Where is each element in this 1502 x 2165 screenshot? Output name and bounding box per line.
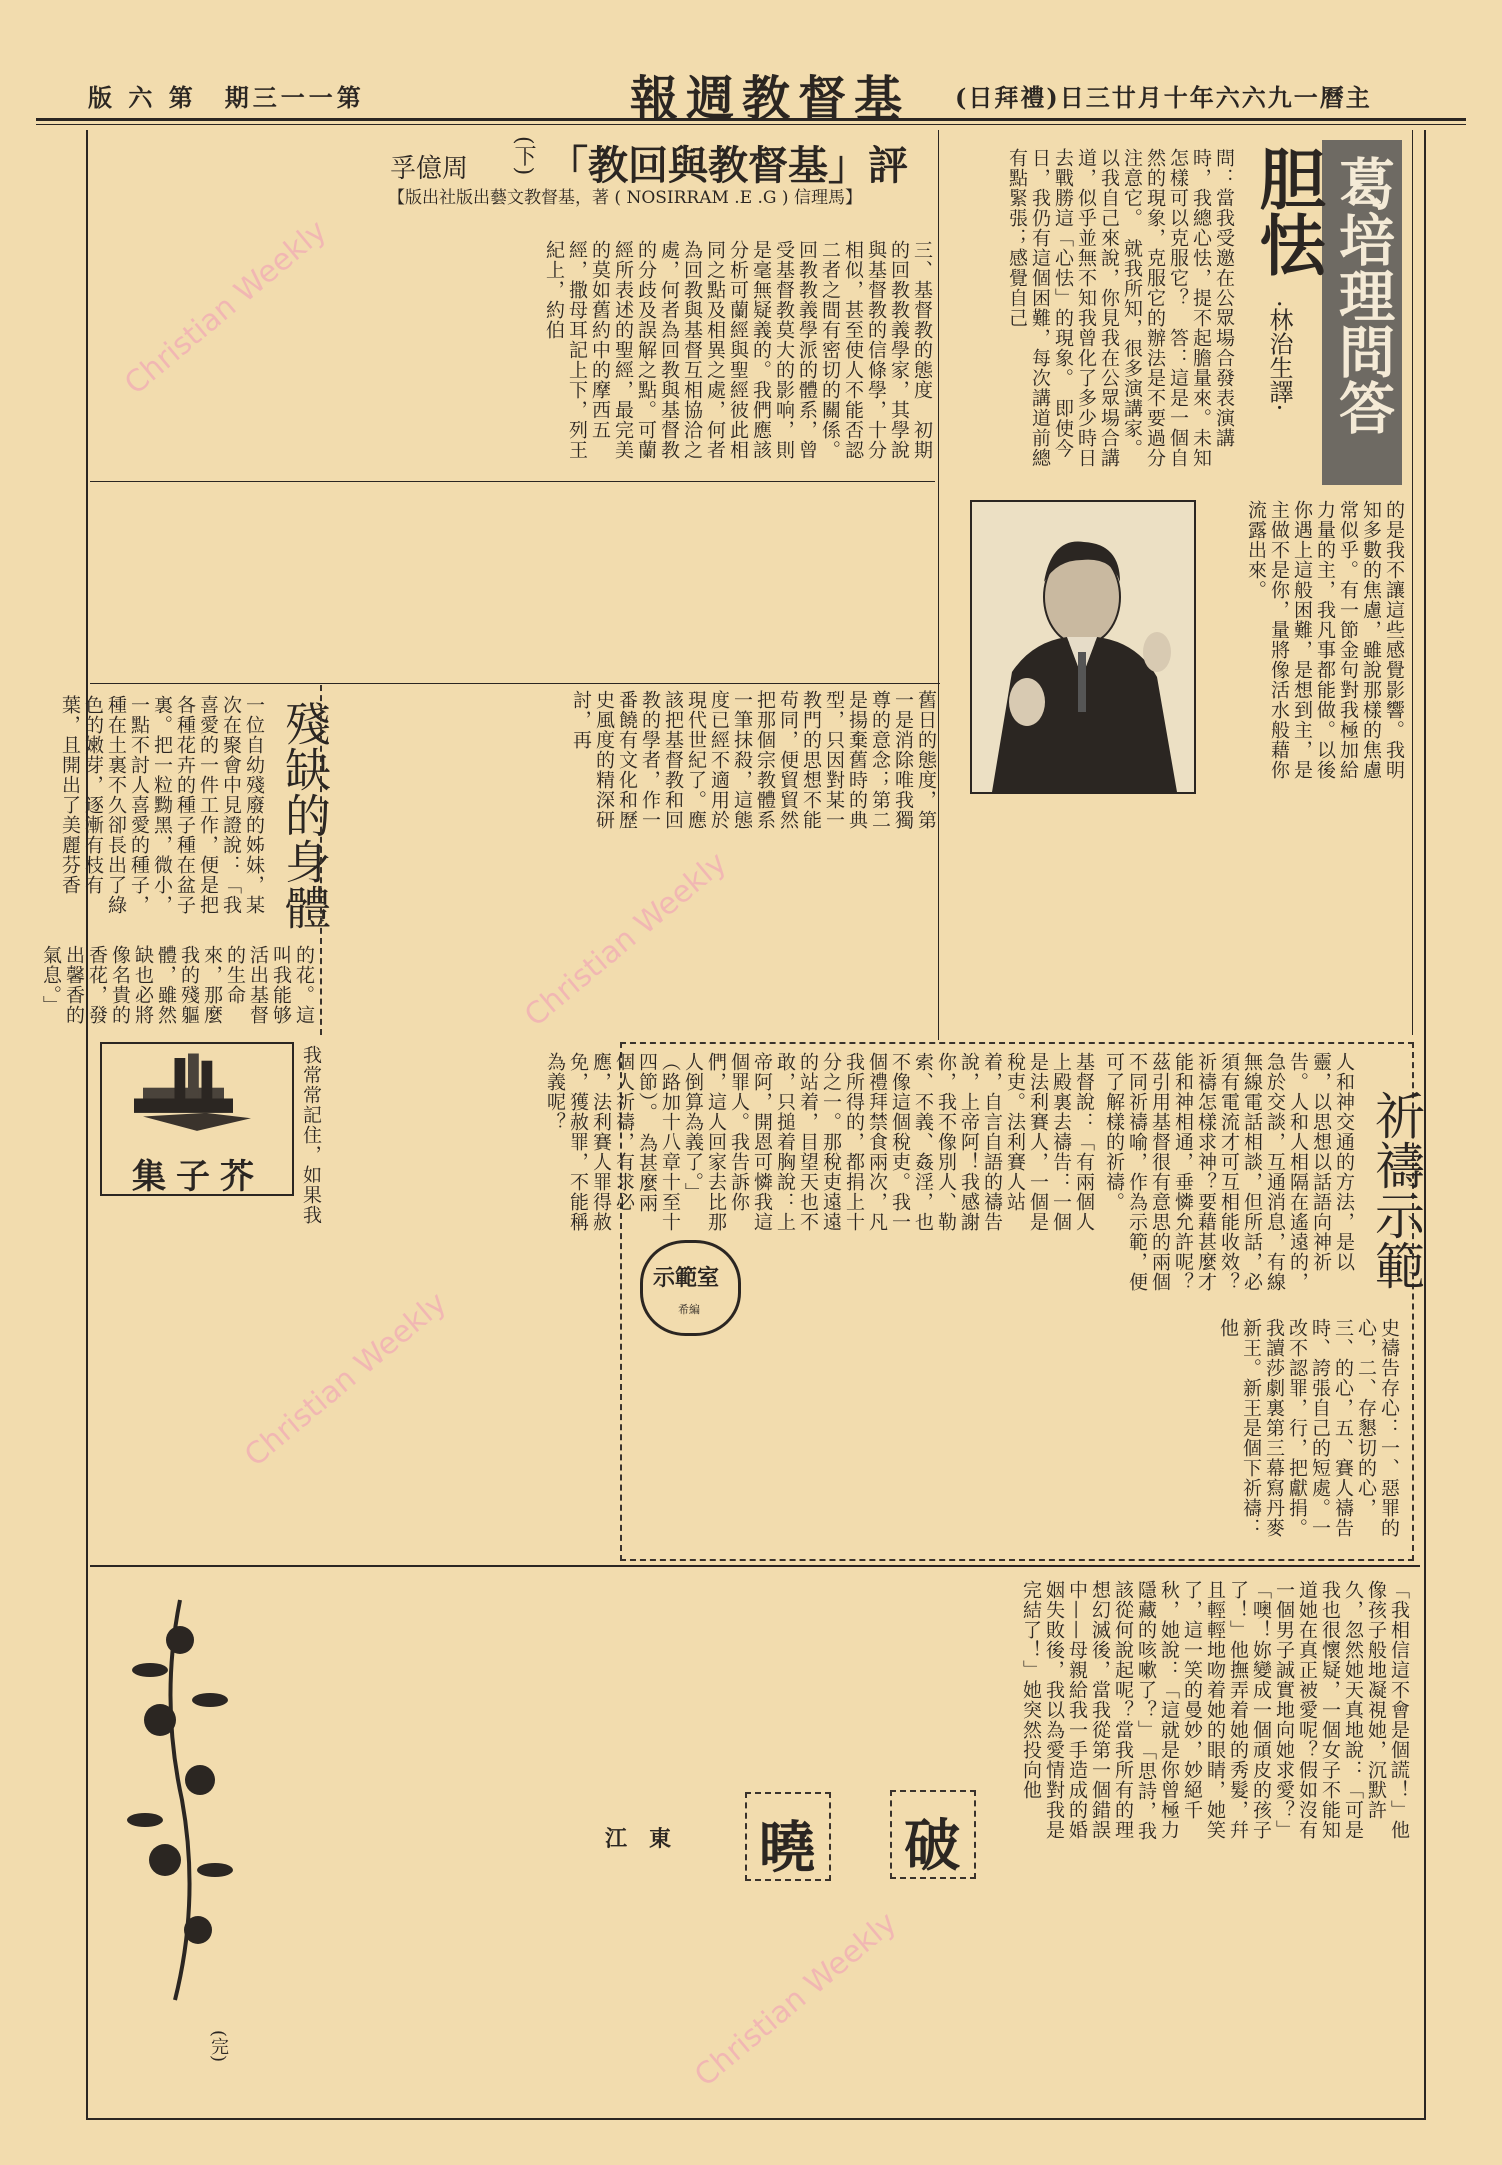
prayer-lower: 史禱告存心：一、惡罪的心，二、存懇切的心，三、的心，五、賽人禱告時、誇張自己的短處。一改不認罪，行，把獻捐。我讀莎劇裏第三幕寫丹麥新王。新王是個下祈禱：他	[1217, 1318, 1400, 1538]
divider	[938, 130, 939, 1040]
prayer-logo-text: 示範室	[653, 1265, 720, 1291]
qa-title: 胆怯	[1248, 145, 1326, 277]
portrait-image	[972, 502, 1194, 792]
edition-number: 版 六 第 期三一一第	[88, 83, 365, 112]
end-mark: (完)	[208, 2030, 229, 2063]
qa-translator: ·林治生譯·	[1265, 300, 1293, 412]
mustard-seed-body: 我常常記住，如果我	[300, 1045, 322, 1225]
crippled-title: 殘缺的身體	[278, 700, 332, 930]
prayer-logo	[640, 1240, 741, 1336]
watermark: Christian Weekly	[688, 1905, 904, 2094]
article-subtitle: 【版出社版出藝文教督基，著 ( NOSIRRAM .E .G ) 信理馬】	[388, 188, 862, 208]
article-body: 三、基督教的態度 初期的回教教義學家，其學說與基督教的信條學，十分相似，甚至使人不能否認二者之間有密切的關係。回教教義學派的體系，曾受基督教莫大的影响，則是毫無疑義的。我們應該分析可蘭經與聖經彼此相同之點及相異之處，何者為回教與基督互相協洽之處，何者為回教與基督教的分歧及誤解之點。可蘭經所表述的聖經，最完美的莫如舊約中的摩西五經，撒母耳記上下，列王紀上，約伯	[543, 240, 933, 460]
dawn-title-box-2	[745, 1792, 831, 1881]
watermark: Christian Weekly	[238, 1285, 454, 1474]
dawn-title-2: 曉	[759, 1815, 815, 1881]
divider	[90, 1565, 1420, 1567]
prayer-logo-sub: 希編	[678, 1303, 700, 1316]
books-icon	[107, 1049, 287, 1139]
crippled-body-continued: 的花。這叫我能够活出基督的生命來，那麼我的殘軀體，雖然缺也必將像名貴的香花，發出馨香的氣息。」	[40, 945, 315, 1025]
qa-section-title: 葛培理問答	[1330, 155, 1396, 435]
divider	[90, 481, 935, 482]
dawn-title-1: 破	[904, 1813, 960, 1879]
divider	[90, 683, 940, 684]
qa-body-continued: 的是我不讓這些感覺影響。我明知多數的焦慮，雖說那樣的焦慮常似乎。有一節金句對我極加給力量的主，我凡事都能做。以後你遇上這般困難，是想到主，是主做不是你，量將像活水般藉你流露出來。	[1245, 500, 1405, 780]
issue-date: (日拜禮)日三廿月十年六六九一曆主	[955, 83, 1372, 112]
portrait-photo	[970, 500, 1196, 794]
article-title: 「教回與教督基」評	[548, 142, 908, 189]
header-rule	[36, 118, 1466, 121]
dawn-body: 「我相信這不會是個謊！」他像孩子般地凝視她，沉默許久，忽然她天真地說：「可是我也很懷疑，一個女子不能知道她在真正被愛呢？假如沒有一個男子誠實地向她求愛？」 「噢！妳變成一個頑皮的孩子了！」他撫弄着她的秀髮，幷且輕輕地吻着她的眼睛，她笑了，這一笑的曼妙，妙絕千秋，她說：「這就是你曾極力隱藏的咳嗽了？」 「思詩，我該從何說起呢？當我所有的理想幻滅後，當我從第一個錯誤中——母親給我一手造成的婚姻失敗後，我以為愛情對我是完結了！」她突然投向他	[1020, 1580, 1410, 1851]
header-rule	[36, 124, 1466, 125]
watermark: Christian Weekly	[118, 213, 334, 402]
article-author: 孚億周	[390, 154, 469, 184]
floral-ornament-icon	[120, 1600, 240, 2000]
prayer-body: 人和神交通的方法，是以靈，以思想以話語向神祈告。人和人相隔在遙遠的，急於交談，互通消息，有線無線電話相談，但所話，必須有電流才可互相能收效？祈禱怎樣求神？要藉甚麼才能和神相通，垂憐允許呢？茲引用基督很有意思的兩個不同祈禱喻，作為示範，便可了解樣的祈禱。	[1103, 1052, 1355, 1292]
divider	[1412, 130, 1413, 1035]
prayer-title: 祈禱示範	[1367, 1090, 1425, 1290]
article-part: (下)	[511, 136, 536, 176]
divider	[320, 685, 322, 1035]
mustard-seed-title: 集子芥	[132, 1157, 264, 1197]
article-body: 舊日的態度，第一是消除唯我獨尊的意念；第二是揚棄舊時的典型，只因對某一教門的思想不能苟同，便貿貿然把那個宗教體系一筆抹殺，這態度已經不適用於現代世紀了。應該把基督教和回教的學者，作一番饒有文化和歷史風度的精深研討，再	[570, 690, 937, 830]
mustard-seed-box	[100, 1042, 294, 1196]
crippled-body: 一位自幼殘廢的姊妹，某次在聚會中見證說：「我喜愛的一件工作，便是把各種花卉的種子種在盆子裏。把一粒黝黑，微小，一點不討人喜愛的種子，種在土裏不久卻長出了綠色的嫩芽，逐漸有枝有葉，且開出了美麗芬香	[59, 695, 265, 915]
dawn-title-box-1	[890, 1790, 976, 1879]
prayer-parable: 基督說：「有兩個人上殿裏去禱告：一個是法利賽人，一個是稅吏。法利賽人站着，自言自語的禱告說，上帝阿！我感謝你，我不像別人、勒索、不義、姦淫，也不像這個稅吏。我一個禮拜禁食兩次，凡我所得的，都捐上十分之一。那稅吏遠遠的站着，目望天也不敢，只搥着胸說：上帝阿，開恩可憐我這個罪人。我告訴你們，這人回家去比那人倒算為義了。」（路加十八章十至十四節）。 為甚麼兩個人祈禱，有求必應，法利賽人罪得赦免，獲赦罪，不能稱為義呢？	[544, 1052, 1095, 1232]
watermark: Christian Weekly	[518, 845, 734, 1034]
masthead: 報週教督基	[630, 71, 911, 127]
dawn-author: 江 東	[605, 1826, 672, 1852]
qa-body: 問：當我受邀在公眾場合發表演講時，我總心怯，提不起膽量來。未知怎樣可以克服它？ 答：這是一個自然的現象，克服它的辦法是不要過分注意它。 就我所知，很多演講家。以我自己來說，你見我在公眾場合講道，似乎並無不知我曾化了多少時日去戰勝這「心怯」的現象。 即使今日，我仍有這個困難，每次講道前總有點緊張；感覺自己	[1006, 148, 1235, 468]
